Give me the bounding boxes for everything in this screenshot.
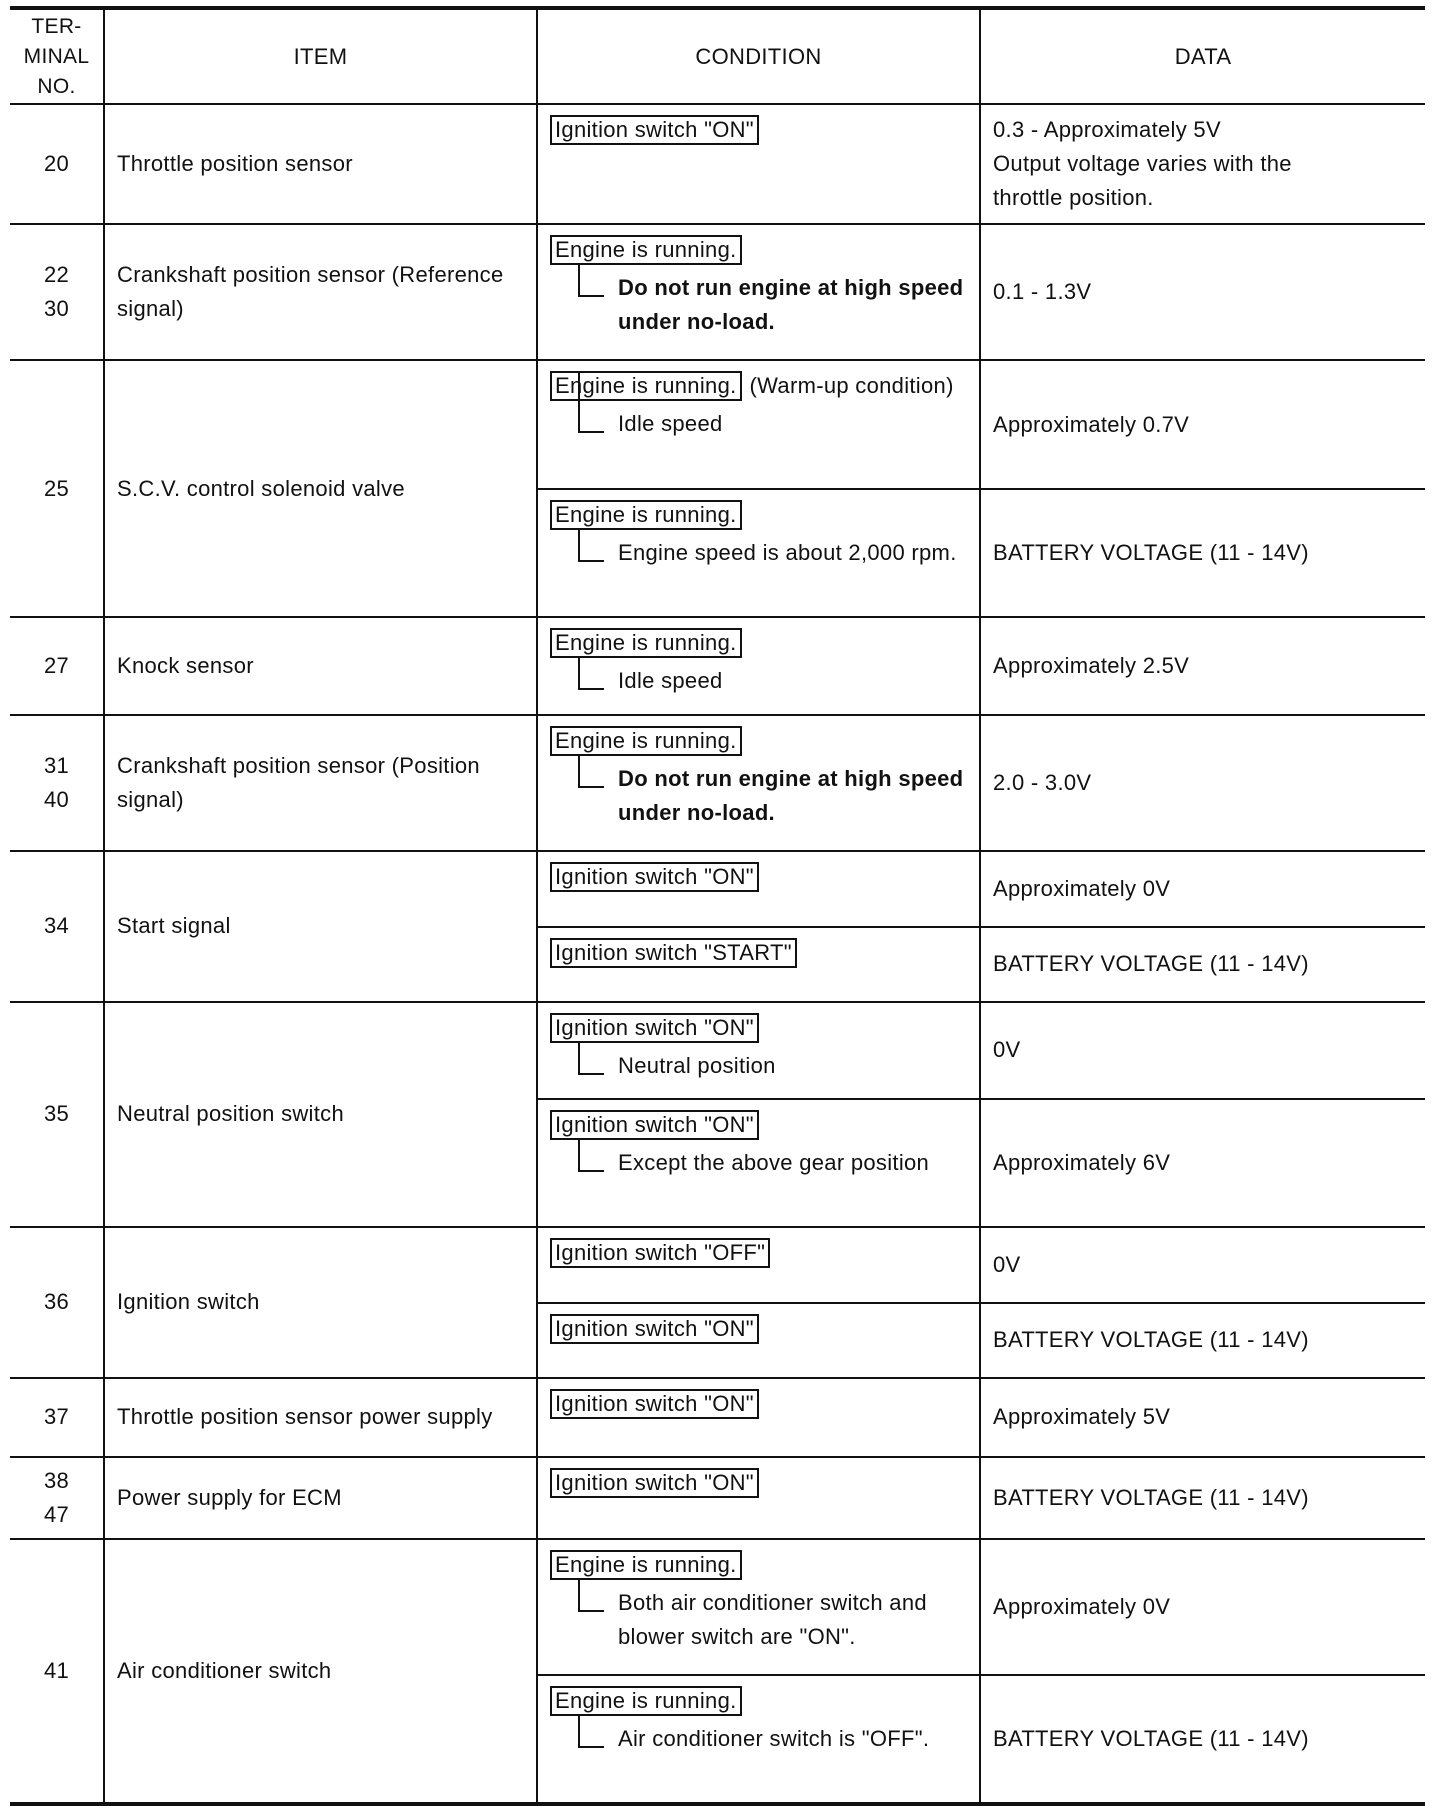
condition-note: Except the above gear position — [578, 1146, 971, 1180]
data-cell — [980, 1378, 1425, 1457]
condition-box: Ignition switch "ON" — [550, 115, 759, 145]
condition-cell — [537, 360, 980, 489]
header-terminal-line: TER- — [31, 14, 82, 38]
data-value: BATTERY VOLTAGE (11 - 14V) — [993, 1725, 1309, 1751]
condition-box: Ignition switch "START" — [550, 938, 797, 968]
condition-box: Engine is running. — [550, 1550, 742, 1580]
condition-cell — [537, 617, 980, 714]
condition-box: Engine is running. — [550, 235, 742, 265]
table-row — [10, 1457, 1425, 1539]
condition-box: Ignition switch "ON" — [550, 862, 759, 892]
terminal-number: 38 — [43, 1467, 70, 1493]
data-cell — [980, 851, 1425, 927]
ecm-terminal-table — [10, 6, 1425, 1806]
terminal-number: 31 — [43, 752, 70, 778]
condition-note: Do not run engine at high speed under no-load. — [578, 271, 971, 339]
condition-box: Engine is running. — [550, 628, 742, 658]
table-row — [10, 715, 1425, 851]
item-cell: Crankshaft position sensor (Position signal) — [104, 715, 537, 851]
table-row — [10, 1378, 1425, 1457]
terminal-number: 22 — [43, 262, 70, 288]
condition-box: Engine is running. — [550, 500, 742, 530]
header-terminal-line: NO. — [37, 74, 76, 98]
condition-note: Do not run engine at high speed under no-load. — [578, 762, 971, 830]
condition-box: Engine is running. — [550, 726, 742, 756]
header-condition: CONDITION — [537, 8, 980, 104]
condition-box: Ignition switch "ON" — [550, 1389, 759, 1419]
data-value: 0.3 - Approximately 5V — [993, 117, 1221, 143]
data-value: BATTERY VOLTAGE (11 - 14V) — [993, 1484, 1309, 1510]
data-cell — [980, 927, 1425, 1002]
data-cell — [980, 1303, 1425, 1378]
header-terminal-line: MINAL — [23, 44, 90, 68]
data-value: Approximately 0V — [993, 875, 1171, 901]
data-value: BATTERY VOLTAGE (11 - 14V) — [993, 540, 1309, 566]
terminal-number-cell — [10, 1002, 104, 1228]
condition-cell — [537, 1539, 980, 1675]
item-cell: Power supply for ECM — [104, 1457, 537, 1539]
condition-note: Engine speed is about 2,000 rpm. — [578, 536, 971, 570]
data-cell — [980, 360, 1425, 489]
data-value: BATTERY VOLTAGE (11 - 14V) — [993, 1327, 1309, 1353]
condition-note: Air conditioner switch is "OFF". — [578, 1722, 971, 1756]
item-cell: Ignition switch — [104, 1227, 537, 1378]
header-terminal-no — [10, 8, 104, 104]
condition-cell — [537, 1099, 980, 1227]
data-cell — [980, 1099, 1425, 1227]
condition-cell — [537, 1227, 980, 1303]
data-cell — [980, 104, 1425, 224]
condition-note: Idle speed — [578, 664, 971, 698]
data-cell — [980, 1002, 1425, 1099]
item-cell: Start signal — [104, 851, 537, 1002]
data-cell — [980, 1675, 1425, 1804]
condition-box: Ignition switch "ON" — [550, 1110, 759, 1140]
table-body — [10, 104, 1425, 1804]
condition-box: Ignition switch "OFF" — [550, 1238, 770, 1268]
condition-box: Ignition switch "ON" — [550, 1314, 759, 1344]
terminal-number: 36 — [43, 1289, 70, 1315]
condition-box: Engine is running. — [550, 371, 742, 401]
data-value: Approximately 0.7V — [993, 411, 1190, 437]
condition-cell — [537, 1002, 980, 1099]
condition-note: Both air conditioner switch and blower switch are "ON". — [578, 1586, 971, 1654]
condition-cell — [537, 224, 980, 360]
data-value: throttle position. — [993, 185, 1154, 211]
data-value: Approximately 6V — [993, 1150, 1171, 1176]
data-value: 0V — [993, 1037, 1021, 1063]
item-cell: Crankshaft position sensor (Reference signal) — [104, 224, 537, 360]
data-cell — [980, 617, 1425, 714]
item-cell: Throttle position sensor power supply — [104, 1378, 537, 1457]
item-cell: Knock sensor — [104, 617, 537, 714]
data-cell — [980, 715, 1425, 851]
terminal-number: 41 — [43, 1657, 70, 1683]
data-value: Output voltage varies with the — [993, 151, 1292, 177]
table-row — [10, 1539, 1425, 1675]
terminal-number: 47 — [43, 1501, 70, 1527]
item-cell: Neutral position switch — [104, 1002, 537, 1228]
condition-box: Ignition switch "ON" — [550, 1468, 759, 1498]
terminal-number-cell — [10, 104, 104, 224]
data-value: Approximately 5V — [993, 1404, 1171, 1430]
terminal-number-cell — [10, 224, 104, 360]
condition-box: Ignition switch "ON" — [550, 1013, 759, 1043]
data-value: Approximately 0V — [993, 1593, 1171, 1619]
terminal-number-cell — [10, 360, 104, 617]
table-row — [10, 1227, 1425, 1303]
data-cell — [980, 1227, 1425, 1303]
terminal-number: 30 — [43, 296, 70, 322]
condition-cell — [537, 1303, 980, 1378]
header-data: DATA — [980, 8, 1425, 104]
condition-cell — [537, 104, 980, 224]
condition-cell — [537, 1675, 980, 1804]
data-value: BATTERY VOLTAGE (11 - 14V) — [993, 951, 1309, 977]
table-row — [10, 104, 1425, 224]
header-row — [10, 8, 1425, 104]
data-value: Approximately 2.5V — [993, 653, 1190, 679]
terminal-number: 27 — [43, 653, 70, 679]
data-cell — [980, 489, 1425, 617]
condition-box: Engine is running. — [550, 1686, 742, 1716]
table-row — [10, 360, 1425, 489]
item-cell: Air conditioner switch — [104, 1539, 537, 1804]
condition-cell — [537, 927, 980, 1002]
condition-qualifier: (Warm-up condition) — [749, 373, 954, 399]
data-cell — [980, 224, 1425, 360]
item-cell: S.C.V. control solenoid valve — [104, 360, 537, 617]
data-value: 0.1 - 1.3V — [993, 279, 1092, 305]
table-row — [10, 224, 1425, 360]
terminal-number-cell — [10, 851, 104, 1002]
condition-note: Neutral position — [578, 1049, 971, 1083]
terminal-number: 25 — [43, 475, 70, 501]
table-row — [10, 1002, 1425, 1099]
terminal-number-cell — [10, 715, 104, 851]
terminal-number: 37 — [43, 1404, 70, 1430]
table-row — [10, 851, 1425, 927]
terminal-number-cell — [10, 1378, 104, 1457]
condition-cell — [537, 489, 980, 617]
data-value: 2.0 - 3.0V — [993, 769, 1092, 795]
terminal-number-cell — [10, 1227, 104, 1378]
condition-cell — [537, 715, 980, 851]
condition-cell — [537, 1378, 980, 1457]
terminal-number-cell — [10, 1457, 104, 1539]
condition-cell — [537, 851, 980, 927]
terminal-number-cell — [10, 1539, 104, 1804]
table-row — [10, 617, 1425, 714]
data-cell — [980, 1457, 1425, 1539]
terminal-number: 35 — [43, 1101, 70, 1127]
condition-cell — [537, 1457, 980, 1539]
terminal-number-cell — [10, 617, 104, 714]
condition-note: Idle speed — [578, 407, 971, 441]
terminal-number: 40 — [43, 786, 70, 812]
item-cell: Throttle position sensor — [104, 104, 537, 224]
terminal-number: 20 — [43, 151, 70, 177]
terminal-number: 34 — [43, 913, 70, 939]
data-value: 0V — [993, 1252, 1021, 1278]
header-item: ITEM — [104, 8, 537, 104]
data-cell — [980, 1539, 1425, 1675]
